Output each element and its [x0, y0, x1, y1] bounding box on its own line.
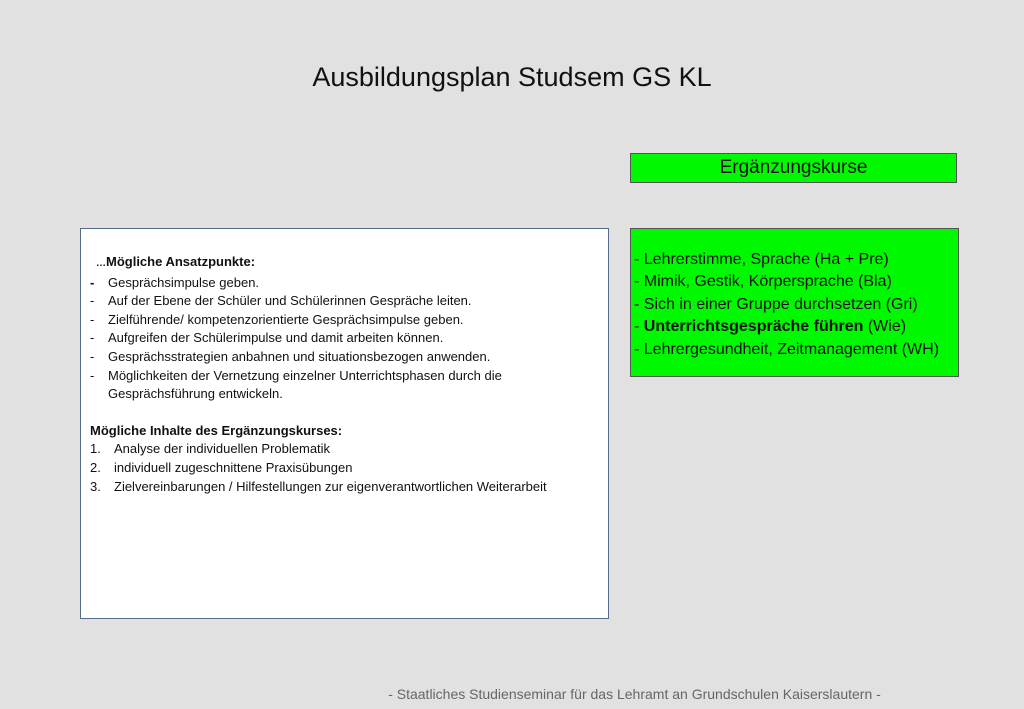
course-item: - Mimik, Gestik, Körpersprache (Bla)	[634, 273, 892, 291]
numbered-item-text: Analyse der individuellen Problematik	[114, 441, 331, 457]
ergaenzungskurse-list	[630, 228, 959, 377]
footer-text: - Staatliches Studienseminar für das Lehramt an Grundschulen Kaiserslautern -	[388, 686, 881, 702]
list-item-text: Gesprächsstrategien anbahnen und situationsbezogen anwenden.	[108, 348, 491, 364]
list-item: - Auf der Ebene der Schüler und Schülerinnen Gespräche leiten.	[90, 293, 472, 309]
ergaenzungskurse-header: Ergänzungskurse	[630, 153, 957, 183]
ansatzpunkte-heading-text: Mögliche Ansatzpunkte:	[106, 254, 256, 269]
numbered-item: 3. Zielvereinbarungen / Hilfestellungen zur eigenverantwortlichen Weiterarbeit	[90, 478, 547, 494]
ellipsis-prefix: …	[96, 258, 106, 269]
numbered-item-text: Zielvereinbarungen / Hilfestellungen zur eigenverantwortlichen Weiterarbeit	[114, 478, 547, 494]
ansatzpunkte-heading	[96, 253, 598, 274]
inhalte-heading: Mögliche Inhalte des Ergänzungskurses:	[90, 422, 343, 438]
course-item: - Lehrerstimme, Sprache (Ha + Pre)	[634, 251, 889, 268]
course-item	[634, 316, 958, 338]
list-item-text: Möglichkeiten der Vernetzung einzelner Unterrichtsphasen durch die Gesprächsführung entwickeln.	[108, 367, 502, 402]
list-item: - Gesprächsstrategien anbahnen und situationsbezogen anwenden.	[90, 348, 491, 364]
numbered-item-text: individuell zugeschnittene Praxisübungen	[114, 459, 353, 475]
course-item: - Sich in einer Gruppe durchsetzen (Gri)	[634, 295, 918, 313]
list-item-text: Gesprächsimpulse geben.	[108, 274, 260, 290]
list-item-text: Zielführende/ kompetenzorientierte Gesprächsimpulse geben.	[108, 311, 464, 327]
course-item-suffix: (Wie)	[863, 318, 907, 336]
list-item: - Gesprächsimpulse geben.	[90, 274, 260, 290]
list-item: - Möglichkeiten der Vernetzung einzelner Unterrichtsphasen durch die Gesprächsführung entwickeln.	[90, 367, 502, 402]
list-item: - Zielführende/ kompetenzorientierte Gesprächsimpulse geben.	[90, 311, 464, 327]
numbered-item: 2. individuell zugeschnittene Praxisübungen	[90, 459, 353, 475]
list-item: - Aufgreifen der Schülerimpulse und damit arbeiten können.	[90, 330, 444, 346]
list-item-text: Auf der Ebene der Schüler und Schülerinnen Gespräche leiten.	[108, 293, 472, 309]
numbered-item: 1. Analyse der individuellen Problematik	[90, 441, 331, 457]
course-item: - Lehrergesundheit, Zeitmanagement (WH)	[634, 340, 940, 358]
page-title: Ausbildungsplan Studsem GS KL	[312, 62, 712, 92]
course-item-bold: Unterrichtsgespräche führen	[643, 318, 864, 336]
course-item-prefix: -	[634, 318, 644, 336]
list-item-text: Aufgreifen der Schülerimpulse und damit arbeiten können.	[108, 330, 444, 346]
ansatzpunkte-box	[80, 228, 609, 619]
